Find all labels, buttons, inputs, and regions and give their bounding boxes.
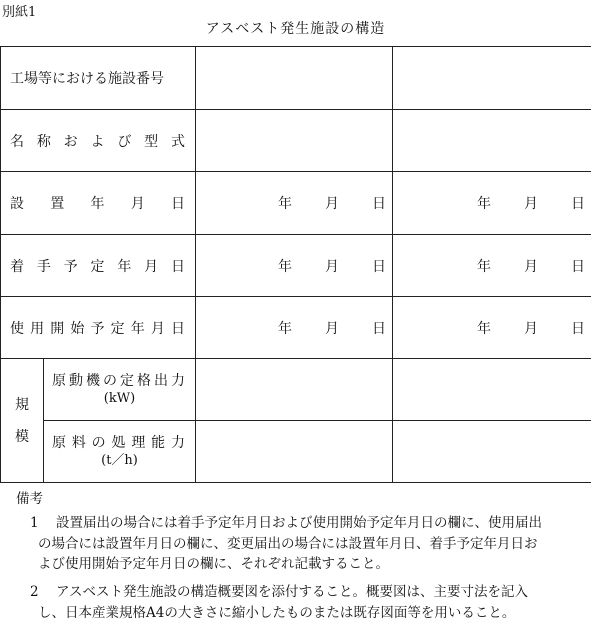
scale-label: 規 模 xyxy=(1,359,44,483)
notes-heading: 備考 xyxy=(16,491,43,507)
raw-capacity-field-2[interactable] xyxy=(393,421,591,483)
note-line: し、日本産業規格A4の大きさに縮小したものまたは既存図面等を用いること。 xyxy=(38,604,516,621)
facility-number-field-1[interactable] xyxy=(196,47,393,110)
row-raw-capacity xyxy=(1,421,591,483)
facility-number-field-2[interactable] xyxy=(393,47,591,110)
raw-capacity-unit: (t／h) xyxy=(101,452,138,468)
facility-number-label: 工場等における施設番号 xyxy=(1,47,196,110)
construction-start-label: 着 手 予 定 年 月 日 xyxy=(1,235,196,297)
row-motor-output xyxy=(1,359,591,421)
note-line: 設置届出の場合には着手予定年月日および使用開始予定年月日の欄に、使用届出 xyxy=(56,515,542,531)
row-name-type xyxy=(1,110,591,172)
operation-start-field-1[interactable]: 年 月 日 xyxy=(196,297,393,359)
motor-output-label: 原 動 機 の 定 格 出 力 (kW) xyxy=(44,359,196,421)
operation-start-label: 使 用 開 始 予 定 年 月 日 xyxy=(1,297,196,359)
note-number: 1 xyxy=(30,515,39,531)
raw-capacity-label: 原 料 の 処 理 能 力 (t／h) xyxy=(44,421,196,483)
annex-label: 別紙1 xyxy=(2,5,37,20)
motor-output-field-1[interactable] xyxy=(196,359,393,421)
motor-output-unit: (kW) xyxy=(103,390,136,406)
name-type-field-2[interactable] xyxy=(393,110,591,172)
row-facility-number xyxy=(1,47,591,110)
construction-start-field-2[interactable]: 年 月 日 xyxy=(393,235,591,297)
name-type-field-1[interactable] xyxy=(196,110,393,172)
note-line: の場合には設置年月日の欄に、変更届出の場合には設置年月日、着手予定年月日お xyxy=(38,535,538,552)
operation-start-field-2[interactable]: 年 月 日 xyxy=(393,297,591,359)
row-construction-start xyxy=(1,235,591,297)
row-installation-date xyxy=(1,172,591,235)
installation-date-field-1[interactable]: 年 月 日 xyxy=(196,172,393,235)
construction-start-field-1[interactable]: 年 月 日 xyxy=(196,235,393,297)
installation-date-field-2[interactable]: 年 月 日 xyxy=(393,172,591,235)
facility-structure-table xyxy=(0,46,591,483)
note-number: 2 xyxy=(30,584,39,600)
installation-date-label: 設 置 年 月 日 xyxy=(1,172,196,235)
note-line: アスベスト発生施設の構造概要図を添付すること。概要図は、主要寸法を記入 xyxy=(56,584,528,600)
note-line: よび使用開始予定年月日の欄に、それぞれ記載すること。 xyxy=(38,556,389,572)
row-operation-start xyxy=(1,297,591,359)
name-type-label: 名 称 お よ び 型 式 xyxy=(1,110,196,172)
raw-capacity-field-1[interactable] xyxy=(196,421,393,483)
motor-output-field-2[interactable] xyxy=(393,359,591,421)
form-title: アスベスト発生施設の構造 xyxy=(205,21,386,37)
